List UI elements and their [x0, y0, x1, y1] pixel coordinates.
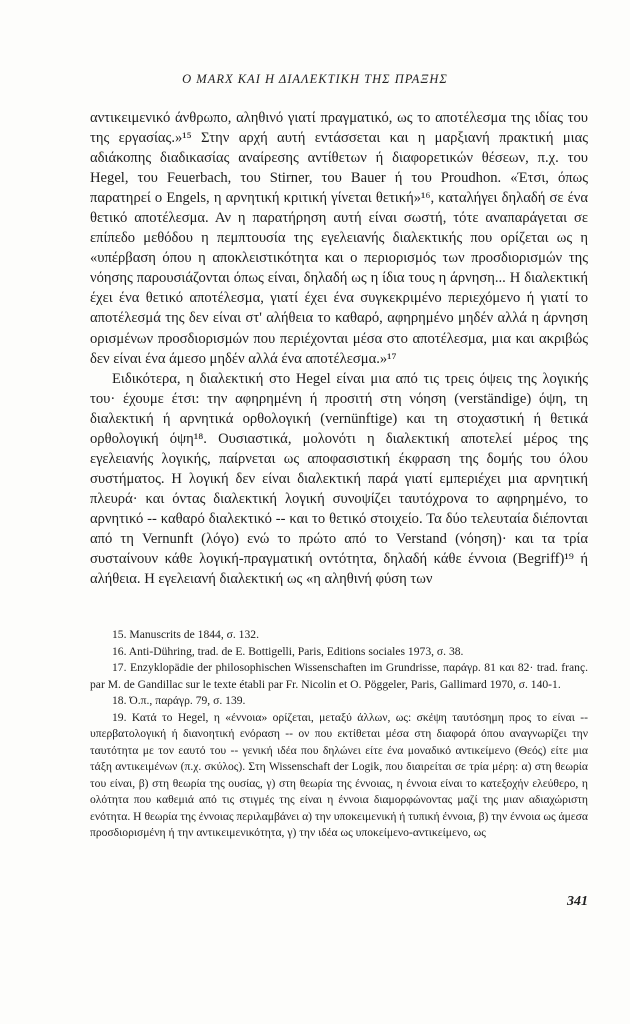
footnote-16: 16. Anti-Dühring, trad. de E. Bottigelli, Paris, Editions sociales 1973, σ. 38. [112, 644, 464, 658]
paragraph: Ειδικότερα, η διαλεκτική στο Hegel είναι μια από τις τρεις όψεις της λογικής του· έχουμε έτσι: την αφηρημένη ή προσιτή στη νόηση (verständige) όψη, τη διαλεκτική ή αρνητικά ορθολογική (vernünftige) και τη στοχαστική ή θετικά ορθολογική όψη¹⁸. Ουσιαστικά, μολονότι η διαλεκτική αποτελεί μέρος της εγελειανής λογικής, παίρνεται ως αποφασιστική έκφραση της δομής του όλου συστήματος. Η λογική δεν είναι διαλεκτική παρά γιατί εμπεριέχει μια αρνητική πλευρά· και όντας διαλεκτική λογική συνοψίζει ταυτόχρονα το αφηρημένο, το αρνητικό -- καθαρό διαλεκτικό -- και το θετικό στοιχείο. Τα δύο τελευταία διέπονται από τη Vernunft (λόγο) ενώ το πρώτο από το Verstand (νόηση)· και τα τρία συσταίνουν κάθε λογική-πραγματική οντότητα, δηλαδή κάθε έννοια (Begriff)¹⁹ ή αλήθεια. Η εγελειανή διαλεκτική ως «η αληθινή φύση των [90, 370, 588, 588]
footnote-17: 17. Enzyklopädie der philosophischen Wissenschaften im Grundrisse, παράγρ. 81 και 82· trad. franç. par M. de Gandillac sur le texte établi par Fr. Nicolin et O. Pöggeler, Paris, Gallimard 1970, σ. 140-1. [90, 661, 588, 691]
main-text [90, 108, 588, 589]
running-title: Ο MARX ΚΑΙ Η ΔΙΑΛΕΚΤΙΚΗ ΤΗΣ ΠΡΑΞΗΣ [182, 72, 448, 86]
footnotes [90, 627, 588, 842]
paragraph: αντικειμενικό άνθρωπο, αληθινό γιατί πραγματικό, ως το αποτέλεσμα της ιδίας του της εργασίας.»¹⁵ Στην αρχή αυτή εντάσσεται και η μαρξιανή πρακτική μιας αδιάκοπης διαδικασίας αναίρεσης αντίθετων ή διαφορετικών θέσεων, π.χ. του Hegel, του Feuerbach, του Stirner, του Bauer ή του Proudhon. «Έτσι, όπως παρατηρεί ο Engels, η αρνητική κριτική γίνεται θετική»¹⁶, καταλήγει δηλαδή σε ένα θετικό αποτέλεσμα. Αν η παρατήρηση αυτή είναι σωστή, τότε αναπαράγεται σε επίπεδο μεθόδου η πεμπτουσία της εγελειανής διαλεκτικής που ορίζεται ως η «υπέρβαση όπου η αποκλειστικότητα και ο περιορισμός των προσδιορισμών της νόησης παρουσιάζονται όπως είναι, δηλαδή ως η ίδια τους η άρνηση... Η διαλεκτική έχει ένα θετικό αποτέλεσμα, γιατί έχει ένα συγκεκριμένο περιεχόμενο ή γιατί το αποτέλεσμά της δεν είναι στ' αλήθεια το καθαρό, αφηρημένο μηδέν αλλά η άρνηση ορισμένων προσδιορισμών που περιέχονται μέσα στο αποτέλεσμα, μια και ακριβώς δεν είναι ένα άμεσο μηδέν αλλά ένα αποτέλεσμα.»¹⁷ [90, 110, 588, 367]
footnote-18: 18. Ό.π., παράγρ. 79, σ. 139. [112, 694, 246, 707]
page-number: 341 [567, 894, 588, 909]
footnote-19: 19. Κατά το Hegel, η «έννοια» ορίζεται, μεταξύ άλλων, ως: σκέψη ταυτόσημη προς το είναι -- υπερβατολογική ή διανοητική ενόραση -- ον που εκτίθεται μέσα στη διαφορά όπου αναγνωρίζει την ταυτότητα με τον εαυτό του -- γενική ιδέα που δηλώνει είτε ένα μοναδικό αντικείμενο (Θεός) είτε μια τάξη αντικειμένων (π.χ. σκύλος). Στη Wissenschaft der Logik, που διαιρείται σε τρία μέρη: α) στη θεωρία του είναι, β) στη θεωρία της ουσίας, γ) στη θεωρία της έννοιας, η έννοια είναι το κατεξοχήν ελεύθερο, η ολότητα που καθεμιά από τις στιγμές της είναι η έννοια διαμορφώνοντας μαζί της μιαν αδιαχώριστη ενότητα. Η θεωρία της έννοιας περιλαμβάνει α) την υποκειμενική ή τυπική έννοια, β) την έννοια ως άμεσα προσδιορισμένη ή την αντικειμενικότητα, γ) την ιδέα ως υποκείμενο-αντικείμενο, ως [90, 710, 588, 839]
footnote-15: 15. Manuscrits de 1844, σ. 132. [112, 628, 259, 641]
